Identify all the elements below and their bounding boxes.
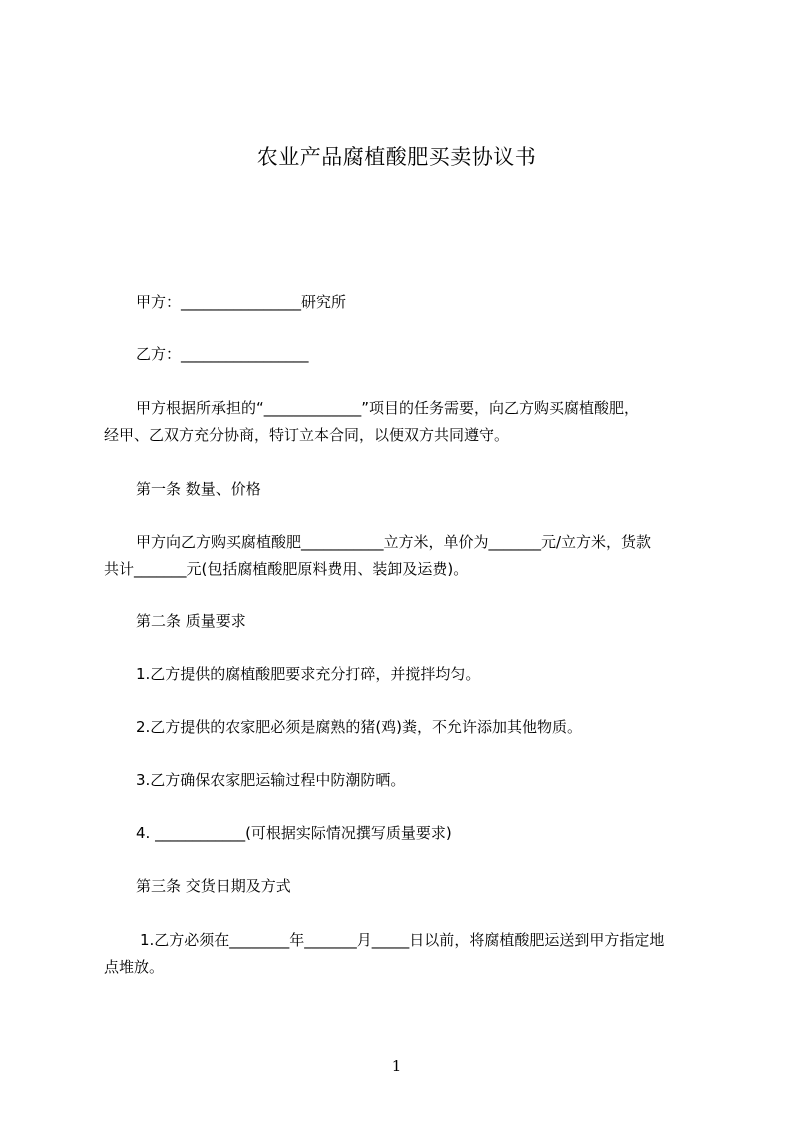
article2-item-2: 2.乙方提供的农家肥必须是腐熟的猪(鸡)粪，不允许添加其他物质。 <box>136 718 583 736</box>
party-b-line: 乙方：_________________ <box>136 345 309 363</box>
article2-item-4: 4. ____________(可根据实际情况撰写质量要求) <box>136 824 452 842</box>
intro-line-1: 甲方根据所承担的“_____________”项目的任务需要，向乙方购买腐植酸肥， <box>136 399 640 417</box>
article2-item-3: 3.乙方确保农家肥运输过程中防潮防晒。 <box>136 771 406 789</box>
article1-body-line-1: 甲方向乙方购买腐植酸肥___________立方米，单价为_______元/立方米，货款 <box>136 533 652 551</box>
party-a-line: 甲方：________________研究所 <box>136 293 347 311</box>
article3-heading: 第三条 交货日期及方式 <box>136 877 291 895</box>
article2-heading: 第二条 质量要求 <box>136 612 246 630</box>
article1-body-line-2: 共计_______元(包括腐植酸肥原料费用、装卸及运费)。 <box>104 560 469 578</box>
page-number: 1 <box>391 1057 402 1075</box>
article3-item1-line-1: 1.乙方必须在________年_______月_____日以前，将腐植酸肥运送到甲方指定地 <box>140 931 665 949</box>
article3-item1-line-2: 点堆放。 <box>104 958 165 976</box>
article1-heading: 第一条 数量、价格 <box>136 480 261 498</box>
article2-item-1: 1.乙方提供的腐植酸肥要求充分打碎，并搅拌均匀。 <box>136 665 481 683</box>
document-title: 农业产品腐植酸肥买卖协议书 <box>256 145 537 169</box>
intro-line-2: 经甲、乙双方充分协商，特订立本合同，以便双方共同遵守。 <box>104 426 510 444</box>
